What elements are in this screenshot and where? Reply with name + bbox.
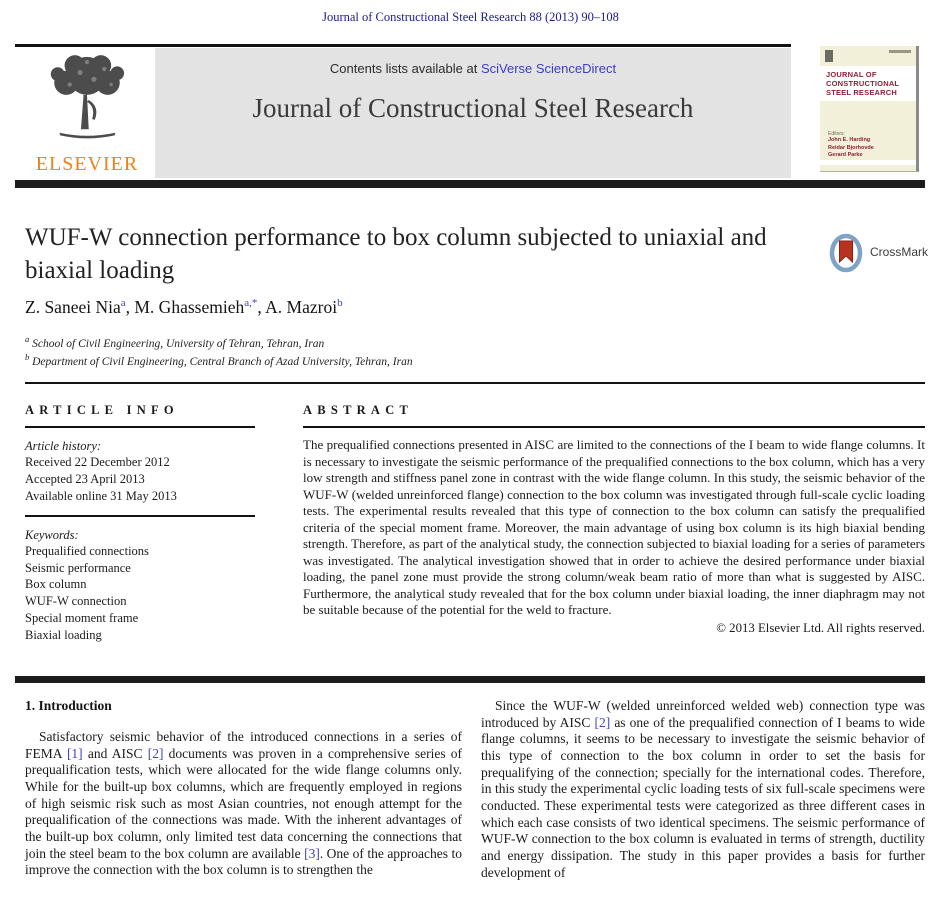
elsevier-tree-icon bbox=[35, 50, 139, 150]
body-right-column bbox=[481, 696, 925, 881]
body-left-column bbox=[25, 696, 462, 879]
contents-line bbox=[155, 61, 791, 76]
history-item: Available online 31 May 2013 bbox=[25, 488, 177, 503]
article-info-heading: ARTICLE INFO bbox=[25, 403, 179, 417]
article-info-rule bbox=[25, 426, 255, 428]
citation-ref[interactable]: [3] bbox=[304, 845, 320, 861]
section-divider-rule bbox=[25, 382, 925, 384]
article-history-label: Article history: bbox=[25, 439, 102, 453]
affiliation-mark: a bbox=[25, 334, 30, 345]
keyword-item: Box column bbox=[25, 577, 87, 592]
introduction-paragraph: Satisfactory seismic behavior of the introduced connections in a series of FEMA [1] and AISC [2] documents was proven in a comprehensive series of prequalification tests, which were allocated for the wide flange columns only. While for the built-up box columns, which are frequently employed in regions of high seismic risk such as most Asian countries, not enough attempt for the prequalification of the connections was made. With the inherent advantages of the built-up box column, only limited test data concerning the connections that join the steel beam to the box column are available [3]. One of the approaches to improve the connection with the box column is to strengthen the bbox=[25, 729, 463, 878]
citation-ref[interactable]: [2] bbox=[147, 745, 164, 761]
history-item: Received 22 December 2012 bbox=[25, 455, 170, 469]
cover-mini-logo-icon bbox=[825, 50, 833, 62]
affiliation-line bbox=[25, 336, 413, 354]
keywords-divider-rule bbox=[25, 515, 255, 517]
author-name: Z. Saneei Nia bbox=[25, 297, 121, 317]
top-rule bbox=[15, 44, 791, 47]
abstract-column bbox=[303, 403, 925, 636]
author-separator: , bbox=[257, 297, 266, 317]
journal-title: Journal of Constructional Steel Research bbox=[252, 93, 694, 123]
keyword-item: Seismic performance bbox=[25, 560, 131, 575]
abstract-text: The prequalified connections presented in AISC are limited to the connections of the I beam to wide flange columns. It is necessary to investigate the seismic performance of the prequalified connections to the box column, which has a very low strength and stiffness panel zone in contrast with the wide flange column. In this study, the seismic behavior of the WUF-W (welded unreinforced flange) connection to the box column was investigated through full-scale cyclic loading tests. The experimental results revealed that this type of connection to the box column can satisfy the prequalified criteria of the special moment frame. Moreover, the main advantage of using box column is its high biaxial bending strength. Therefore, as part of the analytical study, the connection subjected to biaxial loading for a series of parameters was investigated. The analytical investigation showed that in order to achieve the desired performance under biaxial loading, the panel zone must provide the strong column/weak beam ratio of more than what is suggested by AISC. Furthermore, the analytical study revealed that for the box column under biaxial loading, the inner diaphragm may not be suitable because of the potential for the weld to fracture. bbox=[303, 437, 925, 617]
elsevier-wordmark: ELSEVIER bbox=[35, 153, 139, 175]
affiliation-text: School of Civil Engineering, University of Tehran, Tehran, Iran bbox=[32, 338, 325, 350]
masthead-bottom-bar bbox=[15, 180, 925, 188]
keywords-label: Keywords: bbox=[25, 527, 79, 542]
elsevier-logo[interactable] bbox=[22, 50, 152, 178]
author-name: M. Ghassemieh bbox=[134, 297, 245, 317]
cover-top-band bbox=[820, 46, 916, 66]
crossmark-label: CrossMark bbox=[870, 245, 929, 259]
keyword-item: WUF-W connection bbox=[25, 594, 127, 608]
contents-prefix: Contents lists available at bbox=[329, 61, 481, 76]
cover-editor-name: John E. Harding bbox=[828, 137, 871, 143]
author-affiliation-mark[interactable]: a,* bbox=[244, 297, 258, 310]
cover-title-band bbox=[820, 66, 916, 101]
author-line bbox=[25, 297, 343, 318]
crossmark-icon bbox=[826, 232, 866, 274]
cover-issn-mark bbox=[889, 50, 911, 53]
citation-ref[interactable]: [1] bbox=[66, 745, 83, 761]
cover-journal-title: JOURNAL OF CONSTRUCTIONAL STEEL RESEARCH bbox=[826, 70, 900, 97]
keyword-item: Prequalified connections bbox=[25, 543, 149, 558]
sciverse-sciencedirect-link[interactable]: SciVerse ScienceDirect bbox=[480, 61, 617, 76]
author-affiliation-mark[interactable]: b bbox=[337, 297, 343, 310]
cover-editors bbox=[828, 131, 916, 160]
journal-cover-thumbnail[interactable] bbox=[820, 46, 919, 172]
cover-bottom-band bbox=[820, 160, 916, 165]
keyword-item: Special moment frame bbox=[25, 610, 139, 625]
running-head: Journal of Constructional Steel Research 88 (2013) 90–108 bbox=[322, 10, 619, 24]
citation-ref[interactable]: [2] bbox=[594, 714, 611, 730]
author-affiliation-mark[interactable]: a bbox=[120, 297, 126, 310]
introduction-paragraph: Since the WUF-W (welded unreinforced welded web) connection type was introduced by AISC [2] as one of the prequalified connection of I beams to wide flange columns, it seems to be necessary to investigate the seismic behavior of this type of connection to the box column in order to set the basis for prequalifying of the connection; specially for the international codes. Therefore, in this study the experimental cyclic loading tests of six full-scale specimens were conducted. These experimental tests were categorized as three different cases in which each case consists of two identical specimens. The seismic performance of WUF-W connection to the box column is evaluated in terms of strength, ductility and energy dissipation. The study in this paper provides a basis for further development of bbox=[481, 698, 925, 880]
affiliation-text: Department of Civil Engineering, Central Branch of Azad University, Tehran, Iran bbox=[32, 355, 413, 368]
abstract-bottom-bar bbox=[15, 676, 925, 683]
cover-editors-label: Editors: bbox=[828, 131, 845, 137]
affiliation-line bbox=[25, 351, 413, 372]
affiliations bbox=[25, 336, 413, 372]
crossmark-badge[interactable] bbox=[826, 232, 940, 274]
introduction-heading: 1. Introduction bbox=[25, 698, 112, 713]
abstract-rule bbox=[303, 426, 925, 428]
article-info-column bbox=[25, 403, 255, 643]
affiliation-mark: b bbox=[25, 351, 30, 362]
masthead-panel bbox=[155, 48, 791, 178]
keyword-item: Biaxial loading bbox=[25, 627, 102, 642]
author-name: A. Mazroi bbox=[265, 297, 338, 317]
cover-editor-name: Reidar Bjorhovde bbox=[828, 144, 874, 151]
cover-editor-name: Gerard Parke bbox=[828, 152, 863, 159]
author-separator: , bbox=[125, 297, 135, 317]
abstract-heading: ABSTRACT bbox=[303, 403, 414, 417]
paper-title: WUF-W connection performance to box column subjected to uniaxial and biaxial loading bbox=[25, 224, 767, 284]
history-item: Accepted 23 April 2013 bbox=[25, 471, 145, 486]
copyright-line: © 2013 Elsevier Ltd. All rights reserved. bbox=[716, 620, 925, 635]
